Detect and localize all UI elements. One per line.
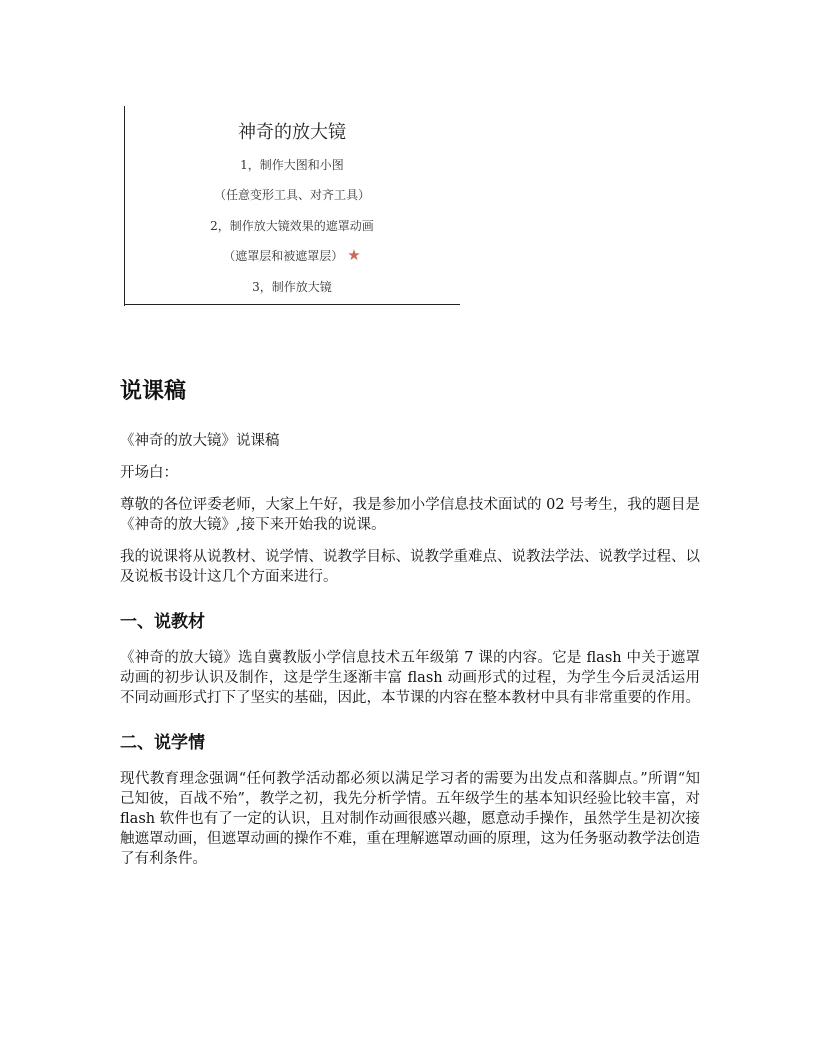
- board-line-4: （遮罩层和被遮罩层）: [223, 249, 344, 263]
- board-line-4-row: [124, 246, 460, 264]
- paragraph-students: 现代教育理念强调“任何教学活动都必须以满足学习者的需要为出发点和落脚点。”所谓“知己知彼，百战不殆”，教学之初，我先分析学情。五年级学生的基本知识经验比较丰富，对 flash 软件也有了一定的认识，且对制作动画很感兴趣，愿意动手操作，虽然学生是初次接触遮罩动画，但遮罩动画的操作不难，重在理解遮罩动画的原理，这为任务驱动教学法创造了有利条件。: [120, 771, 700, 867]
- board-line-2: （任意变形工具、对齐工具）: [213, 188, 370, 202]
- board-title: 神奇的放大镜: [238, 122, 346, 143]
- paragraph-outline: 我的说课将从说教材、说学情、说教学目标、说教学重难点、说教法学法、说教学过程、以及说板书设计这几个方面来进行。: [120, 549, 700, 585]
- paragraph-textbook: 《神奇的放大镜》选自冀教版小学信息技术五年级第 7 课的内容。它是 flash 中关于遮罩动画的初步认识及制作，这是学生逐渐丰富 flash 动画形式的过程，为学生今后灵活运用不同动画形式打下了坚实的基础，因此，本节课的内容在整本教材中具有非常重要的作用。: [120, 650, 700, 706]
- opening-label: 开场白：: [120, 465, 178, 481]
- document-heading: 说课稿: [120, 379, 187, 404]
- board-line-5: 3，制作放大镜: [252, 280, 332, 294]
- figure-bottom-border: [124, 304, 460, 305]
- section-heading-students: 二、说学情: [120, 733, 205, 753]
- document-body: [120, 374, 700, 881]
- board-line-1: 1，制作大图和小图: [240, 158, 344, 172]
- section-heading-textbook: 一、说教材: [120, 612, 205, 632]
- blackboard-design-figure: [124, 106, 460, 306]
- board-line-3: 2，制作放大镜效果的遮罩动画: [210, 219, 374, 233]
- document-subtitle: 《神奇的放大镜》说课稿: [120, 433, 280, 449]
- star-icon: ★: [347, 246, 361, 264]
- paragraph-greeting: 尊敬的各位评委老师，大家上午好，我是参加小学信息技术面试的 02 号考生，我的题目是《神奇的放大镜》,接下来开始我的说课。: [120, 497, 700, 533]
